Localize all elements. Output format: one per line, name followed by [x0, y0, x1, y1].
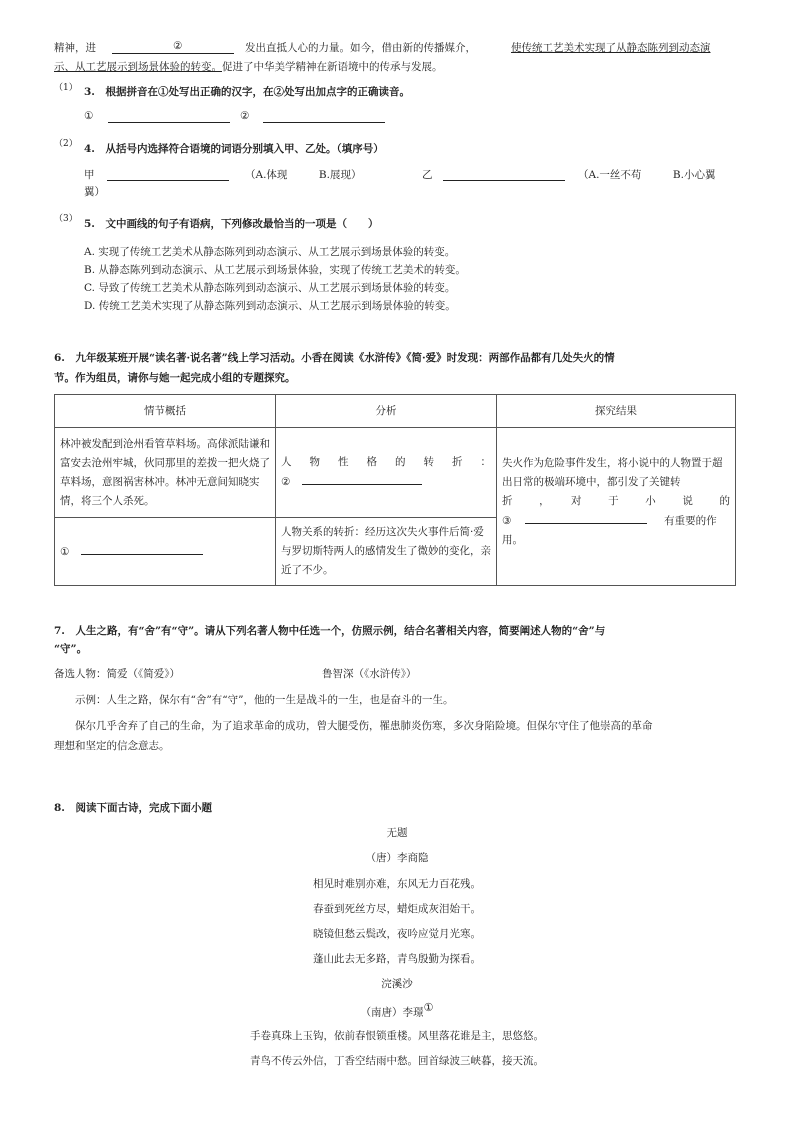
- blank-marker: ②: [173, 40, 183, 52]
- result-cell: [497, 428, 736, 586]
- underlined-sentence: 使传统工艺美术实现了从静态陈列到动态演: [511, 42, 711, 54]
- answer-blank-2[interactable]: [112, 53, 234, 54]
- answer-blank-1[interactable]: [108, 122, 230, 123]
- result-text: 失火作为危险事件发生，将小说中的人物置于超出日常的极端环境中，都引发了关键转: [502, 457, 723, 488]
- poem-author: （唐）李商隐: [365, 852, 429, 864]
- result-blank-row: [502, 511, 730, 531]
- candidate-jane-eyre: 备选人物：简爱（《简爱》）: [54, 668, 180, 680]
- poem-author: （南唐）李璟: [360, 1006, 424, 1019]
- option-b[interactable]: B. 从静态陈列到动态演示、从工艺展示到场景体验，实现了传统工艺美术的转变。: [84, 264, 466, 276]
- question-7-line-1: 7. 人生之路，有“舍”有“守”。请从下列名著人物中任选一个，仿照示例，结合名著相关内容，简要阐述人物的“舍”与: [54, 625, 606, 637]
- poem-line: 春蚕到死丝方尽，蜡炬成灰泪始干。: [313, 903, 481, 915]
- blank-marker: ③: [502, 515, 512, 527]
- answer-blank-2[interactable]: [263, 122, 385, 123]
- analysis-cell: [276, 428, 497, 518]
- blank-label: ②: [240, 110, 250, 122]
- blank-label-jia: 甲: [84, 169, 95, 181]
- example-sentence: 示例：人生之路，保尔有“舍”有“守”，他的一生是战斗的一生，也是奋斗的一生。: [75, 694, 454, 706]
- result-text: 用。: [502, 534, 523, 546]
- plot-summary-cell: [55, 518, 276, 586]
- question-6-line-1: 6. 九年级某班开展“读名著·说名著”线上学习活动。小香在阅读《水浒传》《简·爱》时发现：两部作品都有几处失火的情: [54, 352, 615, 364]
- question-8-title: 8. 阅读下面古诗，完成下面小题: [54, 802, 212, 814]
- table-header: 分析: [276, 395, 497, 428]
- sub-question-number: （2）: [54, 139, 78, 149]
- analysis-text: 人 物 性 格 的 转 折 ：: [281, 456, 491, 468]
- example-paragraph: 理想和坚定的信念意志。: [54, 740, 170, 752]
- question-4-title: 4. 从括号内选择符合语境的词语分别填入甲、乙处。（填序号）: [84, 143, 384, 155]
- word-options: （A.体现 B.展现）: [245, 169, 362, 181]
- poem-line: 蓬山此去无多路，青鸟殷勤为探看。: [313, 953, 481, 965]
- answer-blank-2[interactable]: [302, 472, 422, 485]
- example-paragraph: 保尔几乎舍弃了自己的生命，为了追求革命的成功，曾大腿受伤，罹患肺炎伤寒，多次身陷险境。但保尔守住了他崇高的革命: [75, 720, 653, 732]
- passage-text: 促进了中华美学精神在新语境中的传承与发展。: [222, 61, 443, 73]
- option-c[interactable]: C. 导致了传统工艺美术从静态陈列到动态演示、从工艺展示到场景体验的转变。: [84, 282, 456, 294]
- analysis-blank-row: [281, 472, 491, 492]
- result-text: 折 ， 对 于 小 说 的: [502, 495, 730, 507]
- answer-blank-1[interactable]: [81, 542, 203, 555]
- answer-blank-jia[interactable]: [107, 180, 229, 181]
- option-d[interactable]: D. 传统工艺美术实现了从静态陈列到动态演示、从工艺展示到场景体验的转变。: [84, 300, 456, 312]
- option-a[interactable]: A. 实现了传统工艺美术从静态陈列到动态演示、从工艺展示到场景体验的转变。: [84, 246, 456, 258]
- question-5-title: 5. 文中画线的句子有语病，下列修改最恰当的一项是（ ）: [84, 218, 379, 230]
- table-header: 情节概括: [55, 395, 276, 428]
- blank-label-yi: 乙: [422, 169, 433, 181]
- sub-question-number: （3）: [54, 214, 78, 224]
- question-7-line-2: “守”。: [54, 643, 88, 655]
- poem-title: 浣溪沙: [381, 978, 413, 990]
- passage-text: 发出直抵人心的力量。如今，借由新的传播媒介，: [245, 42, 476, 54]
- answer-blank-3[interactable]: [525, 511, 647, 524]
- question-6-line-2: 节。作为组员，请你与她一起完成小组的专题探究。: [54, 372, 296, 384]
- poem-title: 无题: [386, 827, 408, 839]
- footnote-marker[interactable]: ①: [423, 1001, 434, 1014]
- word-options: （A.一丝不苟 B.小心翼: [578, 169, 716, 181]
- question-3-title: 3. 根据拼音在①处写出正确的汉字，在②处写出加点字的正确读音。: [84, 86, 410, 98]
- plot-summary-cell: 林冲被发配到沧州看管草料场。高俅派陆谦和富安去沧州牢城，伙同那里的差拨一把火烧了草料场，意图祸害林冲。林冲无意间知晓实情，将三个人杀死。: [55, 428, 276, 518]
- underlined-sentence: 示、从工艺展示到场景体验的转变。: [54, 61, 222, 73]
- sub-question-number: （1）: [54, 83, 78, 93]
- word-options: 翼）: [84, 186, 105, 198]
- poem-author-row: [0, 1001, 794, 1020]
- passage-line-2: [54, 59, 443, 74]
- candidate-lu-zhishen: 鲁智深（《水浒传》）: [322, 668, 417, 680]
- result-text: 有重要的作: [664, 515, 717, 527]
- passage-text: 精神，进: [54, 42, 96, 54]
- blank-marker: ②: [281, 476, 291, 488]
- poem-line: 青鸟不传云外信，丁香空结雨中愁。回首绿波三峡暮，接天流。: [250, 1055, 544, 1067]
- table-header: 探究结果: [497, 395, 736, 428]
- exploration-table: [54, 394, 736, 586]
- poem-line: 相见时难别亦难，东风无力百花残。: [313, 878, 481, 890]
- passage-line-1: [54, 40, 96, 55]
- poem-line: 手卷真珠上玉钩，依前春恨锁重楼。风里落花谁是主，思悠悠。: [250, 1030, 544, 1042]
- answer-blank-yi[interactable]: [443, 180, 565, 181]
- analysis-cell: 人物关系的转折：经历这次失火事件后简·爱与罗切斯特两人的感情发生了微妙的变化，亲近了不少。: [276, 518, 497, 586]
- blank-label: ①: [84, 110, 94, 122]
- poem-line: 晓镜但愁云鬓改，夜吟应觉月光寒。: [313, 928, 481, 940]
- blank-marker: ①: [60, 545, 70, 558]
